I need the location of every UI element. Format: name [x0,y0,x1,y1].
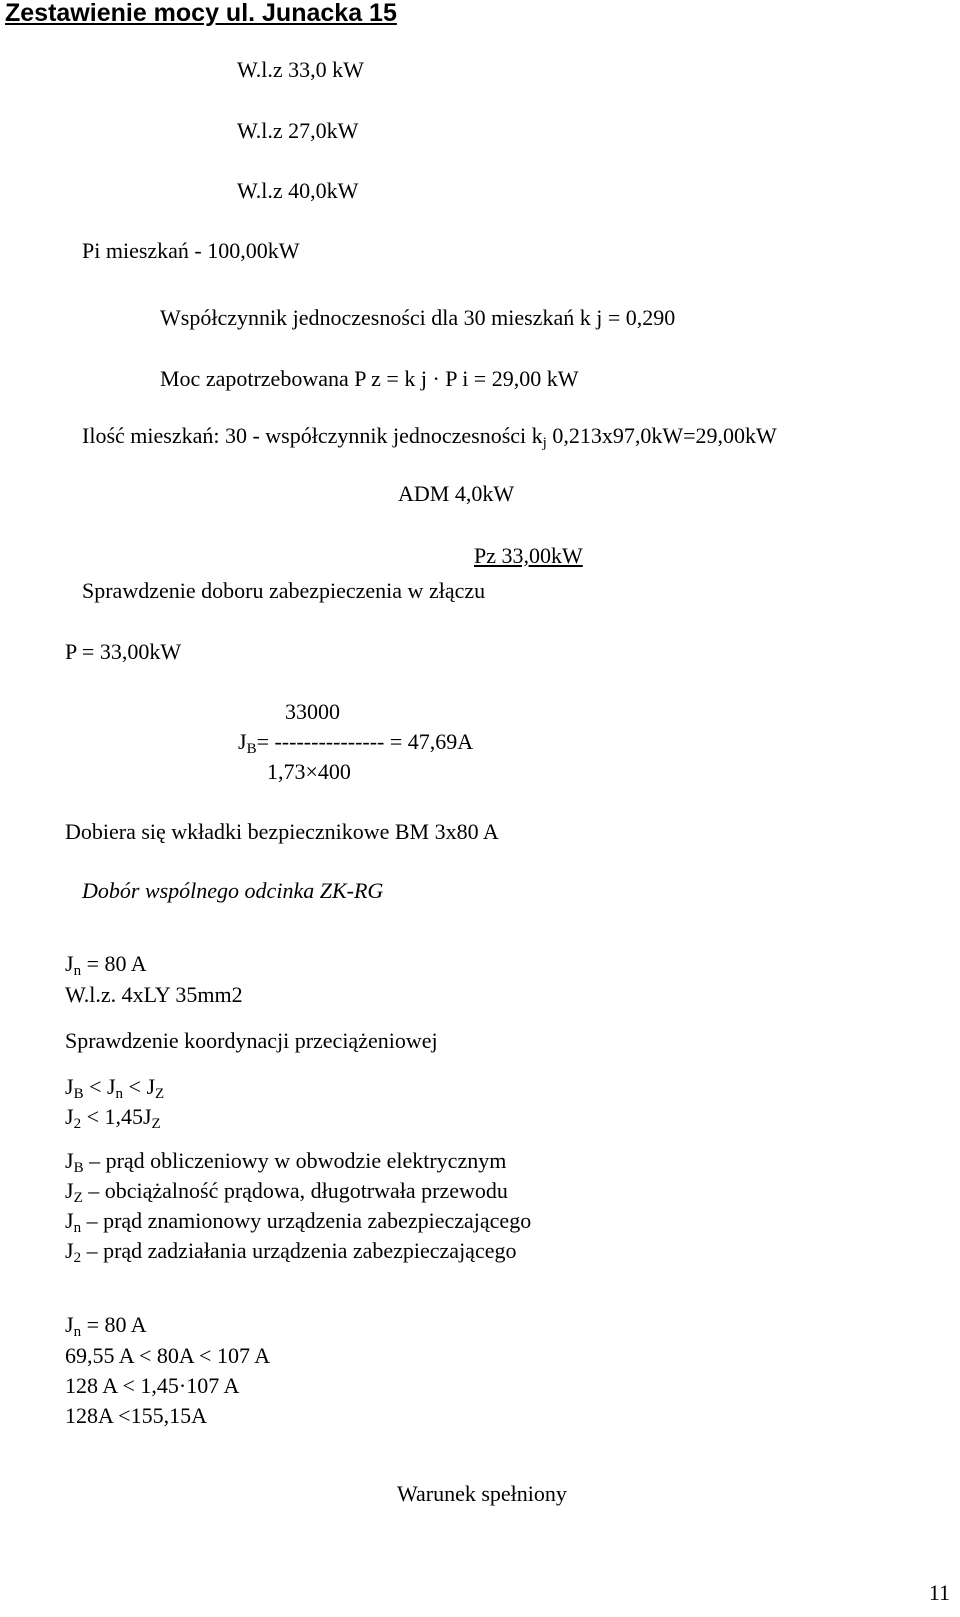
legend-sub: B [73,1160,84,1176]
ineq1-c: < J [123,1074,156,1099]
inequality-1 [65,1074,164,1100]
legend-symbol: J [65,1178,74,1203]
legend-item [65,1178,508,1204]
p-value: P = 33,00kW [65,639,182,664]
legend-item [65,1208,531,1234]
conclusion: Warunek spełniony [397,1481,567,1506]
overload-coordination-heading: Sprawdzenie koordynacji przeciążeniowej [65,1028,438,1053]
ineq1-s2: n [115,1086,124,1102]
formula-rhs: = --------------- = 47,69A [256,729,474,754]
legend-sub: Z [73,1190,83,1206]
ineq1-s1: B [73,1086,84,1102]
calc-line-2: 128 A < 1,45·107 A [65,1373,240,1398]
jn-symbol: J [65,951,74,976]
wlz-cable: W.l.z. 4xLY 35mm2 [65,982,243,1007]
pz-total: Pz 33,00kW [474,543,583,568]
fuse-check-heading: Sprawdzenie doboru zabezpieczenia w złączu [82,578,486,603]
ineq2-b: < 1,45J [81,1104,152,1129]
legend-symbol: J [65,1148,74,1173]
ineq1-s3: Z [155,1086,165,1102]
formula-denominator: 1,73×400 [267,759,351,784]
apartments-coef-line [82,423,777,449]
jn2-symbol: J [65,1312,74,1337]
legend-symbol: J [65,1238,74,1263]
page-number: 11 [928,1580,950,1605]
jn-value-1 [65,951,147,977]
apartments-coef-result: 0,213x97,0kW=29,00kW [546,423,777,448]
legend-text: – prąd zadziałania urządzenia zabezpieczającego [81,1238,517,1263]
calc-line-1: 69,55 A < 80A < 107 A [65,1343,271,1368]
jn-rhs: = 80 A [81,951,147,976]
legend-text: – prąd obliczeniowy w obwodzie elektrycznym [83,1148,507,1173]
formula-lhs: J [238,729,247,754]
calc-line-3: 128A <155,15A [65,1403,207,1428]
wlz-line-3: W.l.z 40,0kW [237,178,359,203]
jn-value-2 [65,1312,147,1338]
legend-item [65,1238,516,1264]
legend-symbol: J [65,1208,74,1233]
ineq2-s2: Z [151,1116,161,1132]
formula-line [238,729,473,755]
ineq2-s1: 2 [73,1116,82,1132]
wlz-line-2: W.l.z 27,0kW [237,118,359,143]
formula-numerator: 33000 [285,699,340,724]
apartments-coef-sub: j [542,435,547,451]
legend-sub: n [73,1220,82,1236]
apartments-coef-text: Ilość mieszkań: 30 - współczynnik jednoczesności k [82,423,543,448]
formula-lhs-sub: B [246,741,257,757]
ineq1-a: J [65,1074,74,1099]
inequality-2 [65,1104,161,1130]
legend-sub: 2 [73,1250,82,1266]
wlz-line-1: W.l.z 33,0 kW [237,57,364,82]
fuse-choice: Dobiera się wkładki bezpiecznikowe BM 3x80 A [65,819,499,844]
demand-power-line: Moc zapotrzebowana P z = k j · P i = 29,00 kW [160,366,579,391]
document-title: Zestawienie mocy ul. Junacka 15 [5,0,397,27]
jn2-rhs: = 80 A [81,1312,147,1337]
jn-sub: n [73,963,82,979]
pi-total: Pi mieszkań - 100,00kW [82,238,300,263]
adm-power: ADM 4,0kW [398,481,515,506]
ineq2-a: J [65,1104,74,1129]
legend-text: – obciążalność prądowa, długotrwała przewodu [82,1178,508,1203]
zk-rg-section-heading: Dobór wspólnego odcinka ZK-RG [82,878,384,903]
jn2-sub: n [73,1324,82,1340]
legend-text: – prąd znamionowy urządzenia zabezpieczającego [81,1208,532,1233]
coefficient-line: Współczynnik jednoczesności dla 30 mieszkań k j = 0,290 [160,305,676,330]
ineq1-b: < J [83,1074,116,1099]
legend-item [65,1148,506,1174]
